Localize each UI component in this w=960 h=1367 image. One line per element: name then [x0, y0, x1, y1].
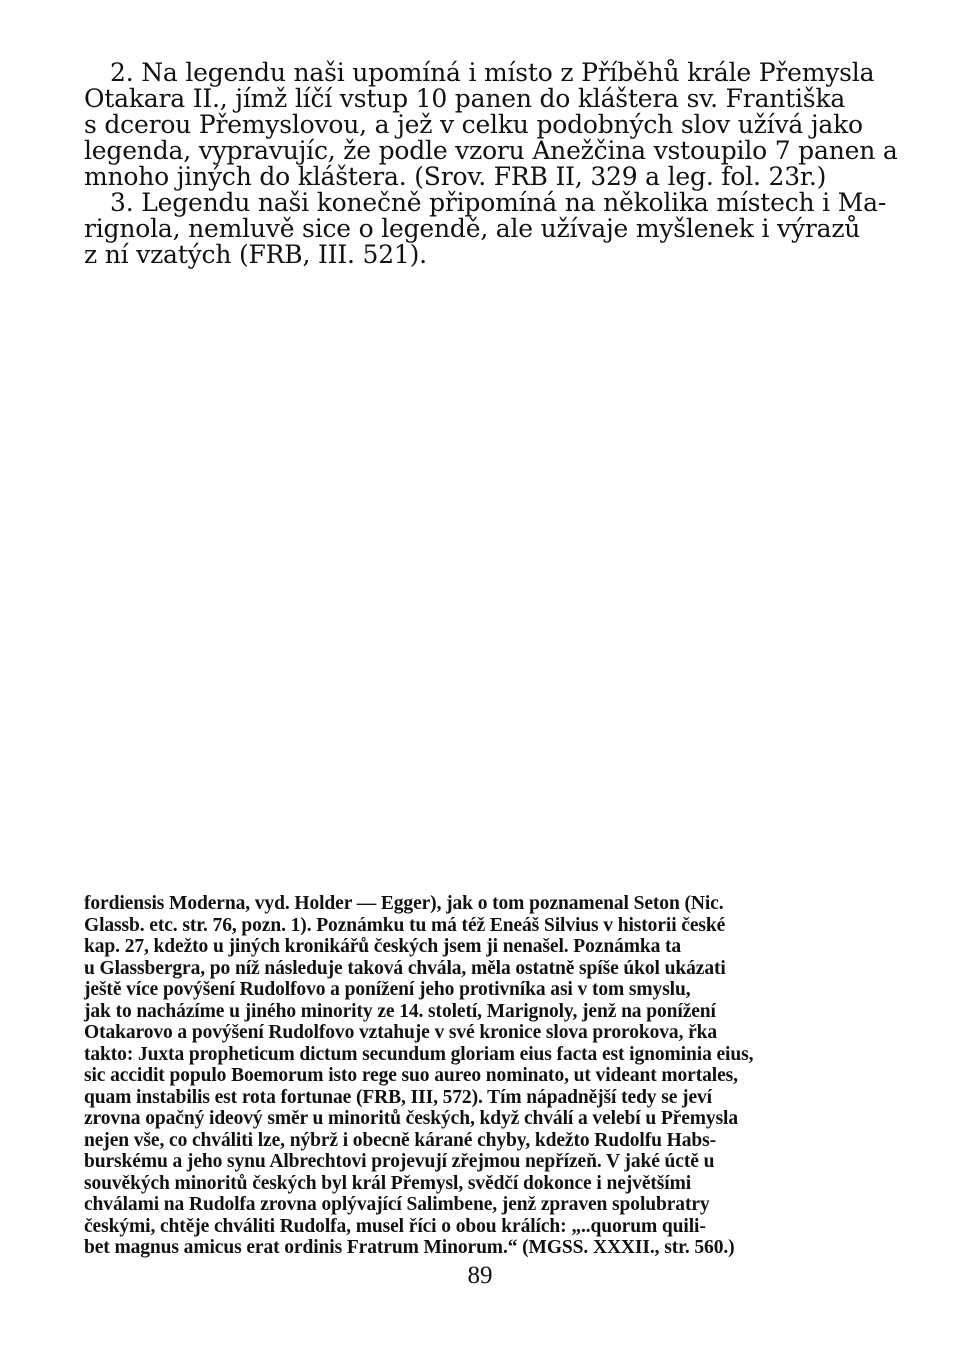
footnote-line: takto: Juxta propheticum dictum secundum gloriam eius facta est ignominia eius,: [84, 1043, 754, 1065]
main-text-line: mnoho jiných do kláštera. (Srov. FRB II, 329 a leg. fol. 23r.): [84, 162, 827, 191]
footnote-line: jak to nacházíme u jiného minority ze 14. století, Marignoly, jenž na ponížení: [84, 1000, 716, 1022]
footnote-line: Otakarovo a povýšení Rudolfovo vztahuje v své kronice slova prorokova, řka: [84, 1022, 718, 1043]
footnote-line: nejen vše, co chváliti lze, nýbrž i obecně kárané chyby, kdežto Rudolfu Habs-: [84, 1129, 717, 1151]
page-number: 89: [467, 1262, 493, 1289]
footnote-line: fordiensis Moderna, vyd. Holder — Egger), jak o tom poznamenal Seton (Nic.: [84, 893, 724, 914]
footnote-line: bet magnus amicus erat ordinis Fratrum Minorum.“ (MGSS. XXXII., str. 560.): [84, 1237, 735, 1258]
main-text-line: rignola, nemluvě sice o legendě, ale užívaje myšlenek i výrazů: [84, 214, 861, 243]
footnote-line: Glassb. etc. str. 76, pozn. 1). Poznámku tu má též Eneáš Silvius v historii české: [84, 914, 726, 936]
footnote-line: u Glassbergra, po níž následuje taková chvála, měla ostatně spíše úkol ukázati: [84, 957, 726, 979]
footnote-line: souvěkých minoritů českých byl král Přemysl, svědčí dokonce i největšími: [84, 1172, 692, 1194]
main-text-line: s dcerou Přemyslovou, a jež v celku podobných slov užívá jako: [84, 110, 863, 139]
footnote: [84, 893, 884, 1259]
footnote-line: kap. 27, kdežto u jiných kronikářů českých jsem ji nenašel. Poznámka ta: [84, 936, 682, 957]
main-text-line: 3. Legendu naši konečně připomíná na několika místech i Ma-: [110, 188, 887, 217]
main-text-line: legenda, vypravujíc, že podle vzoru Anežčina vstoupilo 7 panen a: [84, 136, 898, 165]
main-text-line: 2. Na legendu naši upomíná i místo z Příběhů krále Přemysla: [110, 58, 875, 87]
footnote-line: burskému a jeho synu Albrechtovi projevují zřejmou nepřízeň. V jaké úctě u: [84, 1151, 715, 1172]
footnote-line: quam instabilis est rota fortunae (FRB, III, 572). Tím nápadnější tedy se jeví: [84, 1086, 712, 1108]
main-text-line: z ní vzatých (FRB, III. 521).: [84, 240, 427, 269]
footnote-line: sic accidit populo Boemorum isto rege suo aureo nominato, ut videant mortales,: [84, 1065, 738, 1086]
footnote-line: ještě více povýšení Rudolfovo a ponížení jeho protivníka asi v tom smyslu,: [84, 979, 691, 1000]
footnote-line: zrovna opačný ideový směr u minoritů českých, když chválí a velebí u Přemysla: [84, 1108, 739, 1129]
main-text-line: Otakara II., jímž líčí vstup 10 panen do kláštera sv. Františka: [84, 84, 846, 113]
footnote-line: chválami na Rudolfa zrovna oplývající Salimbene, jenž zpraven spolubratry: [84, 1194, 710, 1215]
footnote-line: českými, chtěje chváliti Rudolfa, musel říci o obou králích: „..quorum quili-: [84, 1215, 706, 1237]
main-text: [84, 58, 898, 269]
